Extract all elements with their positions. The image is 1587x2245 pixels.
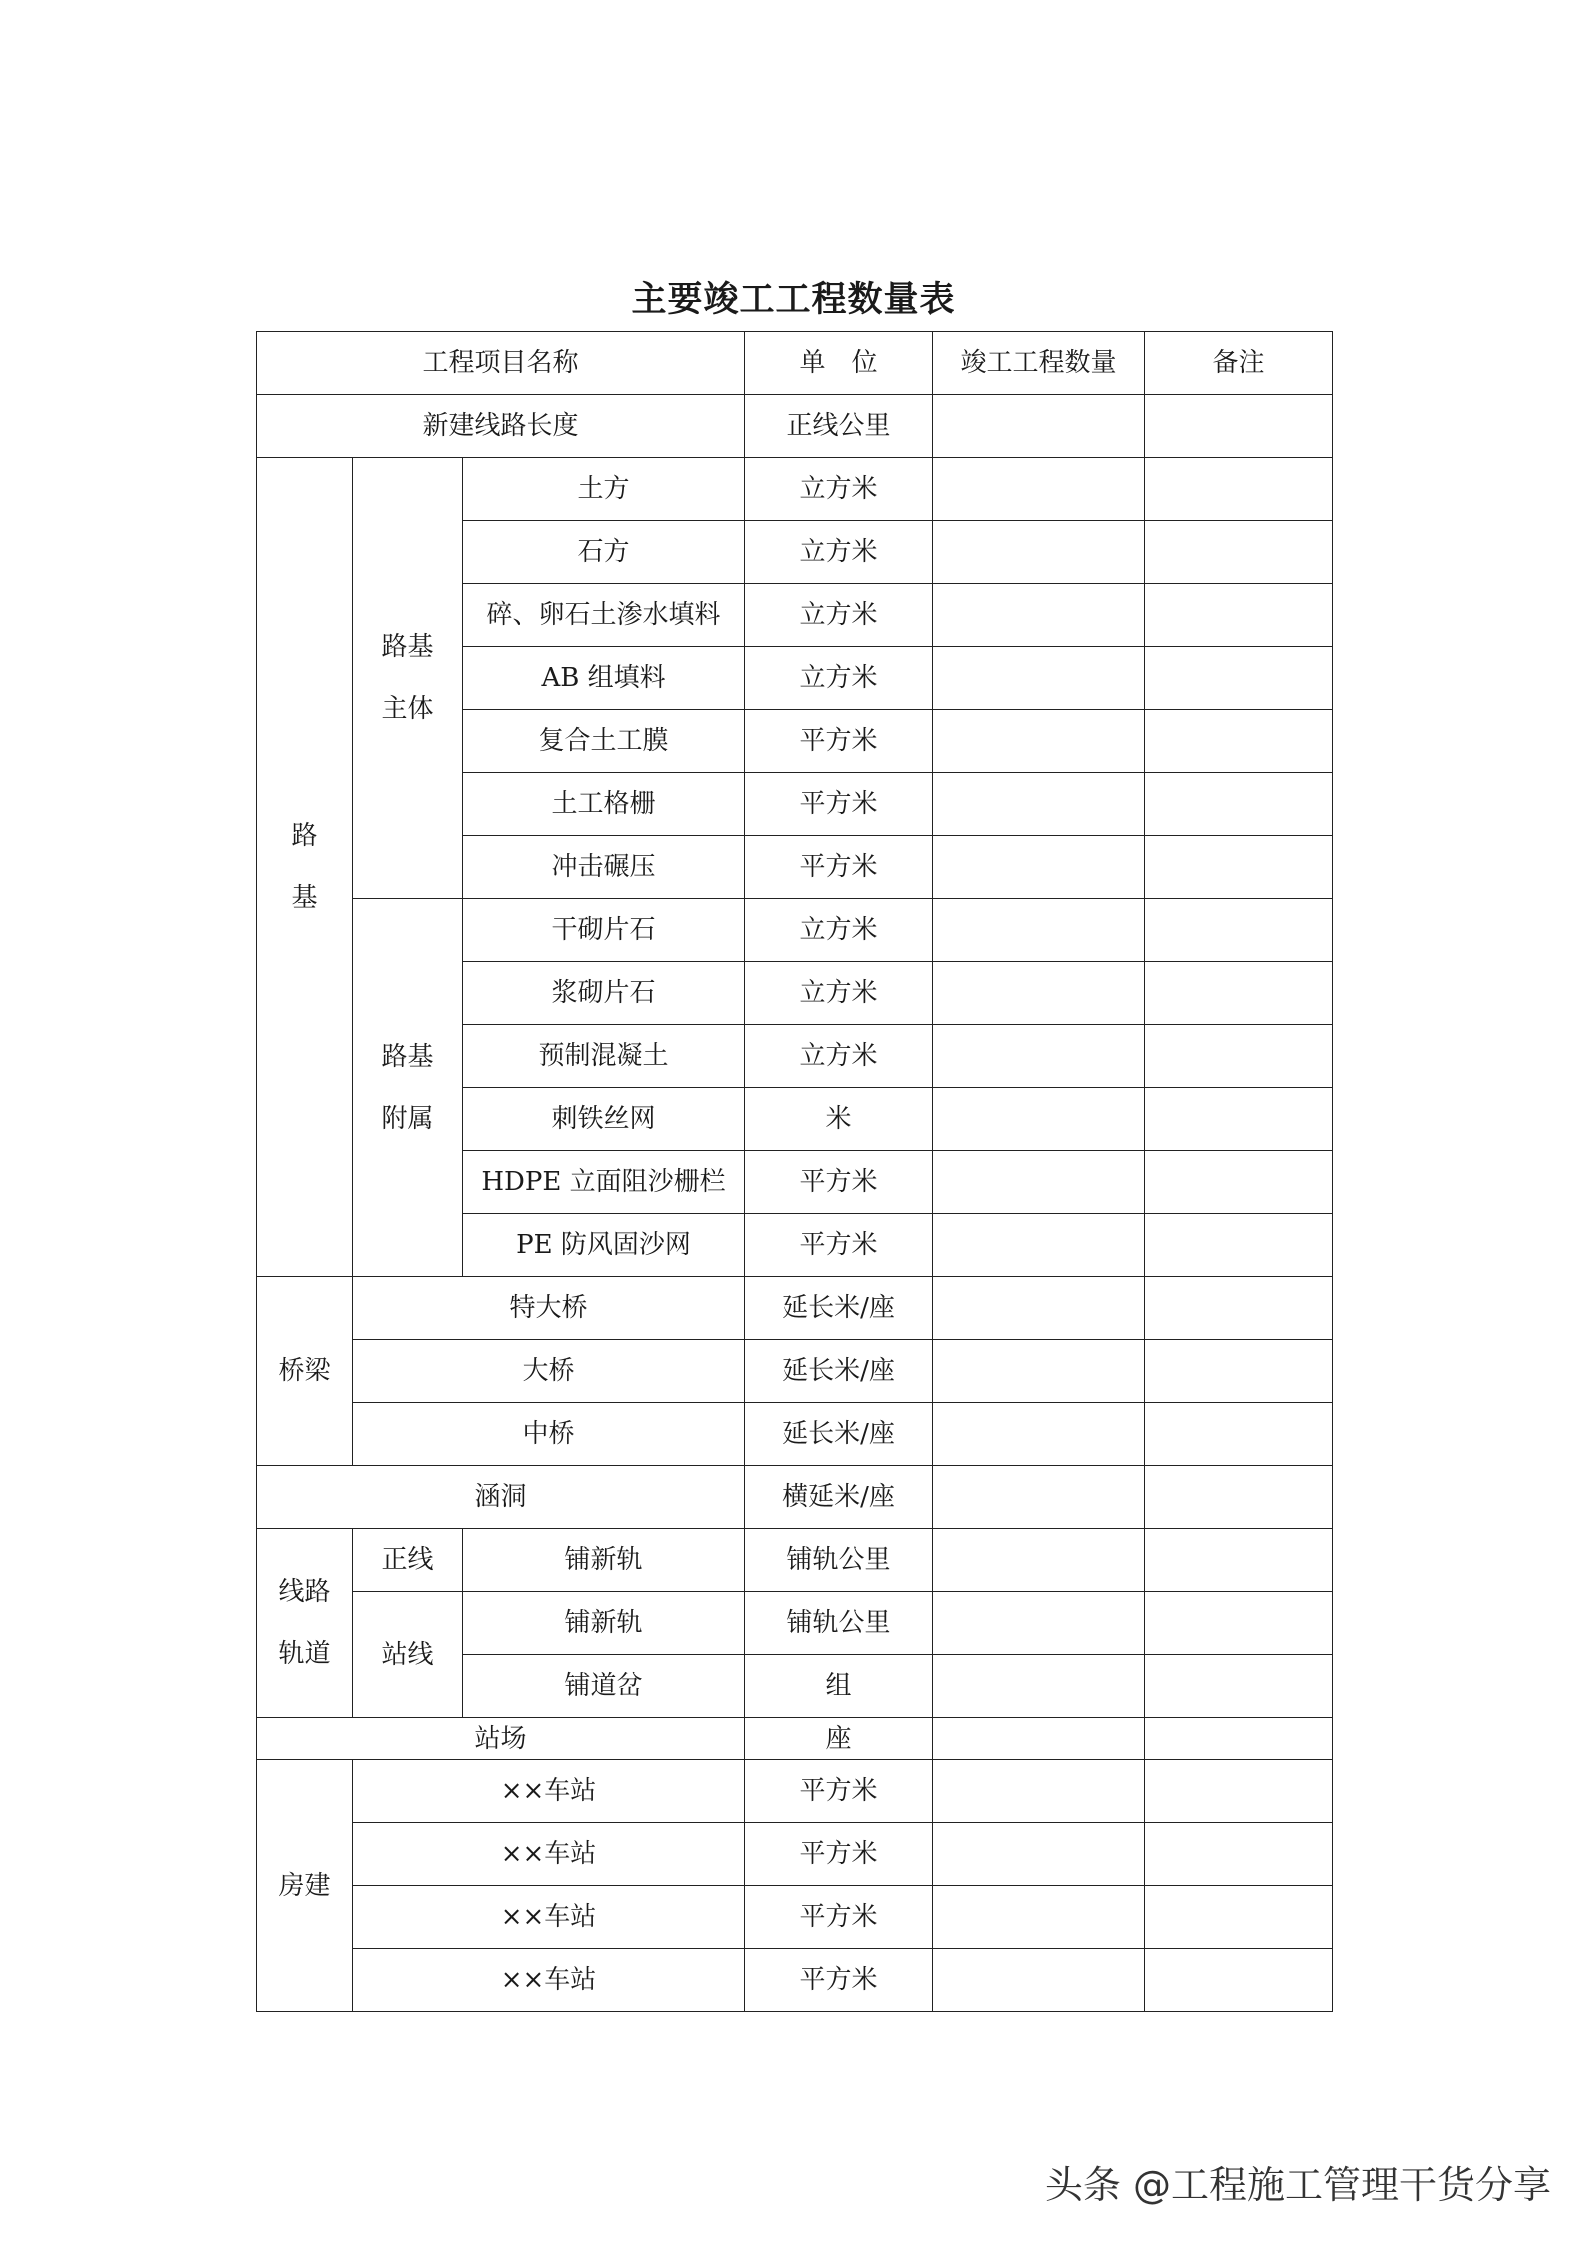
- qty-cell: [933, 1088, 1145, 1151]
- item-name: PE 防风固沙网: [463, 1214, 745, 1277]
- item-name: 铺新轨: [463, 1529, 745, 1592]
- note-cell: [1145, 1529, 1333, 1592]
- item-unit: 立方米: [745, 521, 933, 584]
- group-label-line: 基: [291, 883, 318, 913]
- item-name: 涵洞: [257, 1466, 745, 1529]
- note-cell: [1145, 710, 1333, 773]
- item-name: ××车站: [353, 1760, 745, 1823]
- subgroup-label-line: 路基: [381, 632, 434, 662]
- item-unit: 立方米: [745, 962, 933, 1025]
- subgroup-label-attached: [353, 899, 463, 1277]
- item-name: 土工格栅: [463, 773, 745, 836]
- table-row: [257, 1718, 1333, 1760]
- group-label-bridge: 桥梁: [257, 1277, 353, 1466]
- note-cell: [1145, 836, 1333, 899]
- item-name: 冲击碾压: [463, 836, 745, 899]
- qty-cell: [933, 836, 1145, 899]
- note-cell: [1145, 521, 1333, 584]
- item-name: 复合土工膜: [463, 710, 745, 773]
- item-unit: 平方米: [745, 773, 933, 836]
- table-row: [257, 395, 1333, 458]
- item-name: 干砌片石: [463, 899, 745, 962]
- note-cell: [1145, 1823, 1333, 1886]
- qty-cell: [933, 1949, 1145, 2012]
- item-name: 碎、卵石土渗水填料: [463, 584, 745, 647]
- item-unit: 平方米: [745, 836, 933, 899]
- subgroup-label-main: [353, 458, 463, 899]
- qty-cell: [933, 1718, 1145, 1760]
- subgroup-label-line: 附属: [381, 1103, 434, 1134]
- group-label-line: 路: [291, 821, 318, 851]
- qty-cell: [933, 962, 1145, 1025]
- item-unit: 立方米: [745, 647, 933, 710]
- qty-cell: [933, 710, 1145, 773]
- note-cell: [1145, 1403, 1333, 1466]
- item-unit: 平方米: [745, 1886, 933, 1949]
- group-label-line: 轨道: [278, 1639, 331, 1669]
- qty-cell: [933, 584, 1145, 647]
- item-unit: 米: [745, 1088, 933, 1151]
- item-unit: 正线公里: [745, 395, 933, 458]
- item-name: AB 组填料: [463, 647, 745, 710]
- page-title: 主要竣工工程数量表: [631, 280, 956, 320]
- item-unit: 延长米/座: [745, 1340, 933, 1403]
- qty-cell: [933, 1592, 1145, 1655]
- note-cell: [1145, 1025, 1333, 1088]
- note-cell: [1145, 647, 1333, 710]
- item-name: 特大桥: [353, 1277, 745, 1340]
- header-row: [257, 332, 1333, 395]
- table-row: [257, 1949, 1333, 2012]
- item-name: 预制混凝土: [463, 1025, 745, 1088]
- subgroup-label-station-line: 站线: [353, 1592, 463, 1718]
- item-unit: 立方米: [745, 584, 933, 647]
- qty-cell: [933, 1340, 1145, 1403]
- item-unit: 平方米: [745, 1949, 933, 2012]
- item-unit: 立方米: [745, 1025, 933, 1088]
- note-cell: [1145, 458, 1333, 521]
- watermark: 头条 @工程施工管理干货分享: [1044, 2163, 1551, 2207]
- item-unit: 铺轨公里: [745, 1529, 933, 1592]
- table-row: [257, 458, 1333, 521]
- item-unit: 延长米/座: [745, 1277, 933, 1340]
- qty-cell: [933, 1529, 1145, 1592]
- note-cell: [1145, 1277, 1333, 1340]
- note-cell: [1145, 962, 1333, 1025]
- qty-cell: [933, 1760, 1145, 1823]
- item-unit: 座: [745, 1718, 933, 1760]
- item-name: 铺新轨: [463, 1592, 745, 1655]
- group-label-track: [257, 1529, 353, 1718]
- note-cell: [1145, 1886, 1333, 1949]
- qty-cell: [933, 1403, 1145, 1466]
- note-cell: [1145, 773, 1333, 836]
- table-row: [257, 1592, 1333, 1655]
- qty-cell: [933, 1277, 1145, 1340]
- note-cell: [1145, 1466, 1333, 1529]
- table-row: [257, 1886, 1333, 1949]
- header-qty: 竣工工程数量: [933, 332, 1145, 395]
- item-unit: 组: [745, 1655, 933, 1718]
- item-unit: 横延米/座: [745, 1466, 933, 1529]
- note-cell: [1145, 1151, 1333, 1214]
- item-name: HDPE 立面阻沙栅栏: [463, 1151, 745, 1214]
- qty-cell: [933, 899, 1145, 962]
- note-cell: [1145, 1214, 1333, 1277]
- qty-cell: [933, 1214, 1145, 1277]
- item-unit: 平方米: [745, 1214, 933, 1277]
- qty-cell: [933, 458, 1145, 521]
- table-row: [257, 1277, 1333, 1340]
- table-row: [257, 1466, 1333, 1529]
- qty-cell: [933, 647, 1145, 710]
- qty-cell: [933, 1151, 1145, 1214]
- subgroup-label-line: 主体: [381, 694, 434, 724]
- qty-cell: [933, 1655, 1145, 1718]
- item-unit: 延长米/座: [745, 1403, 933, 1466]
- item-unit: 平方米: [745, 1151, 933, 1214]
- qty-cell: [933, 1025, 1145, 1088]
- item-name: 铺道岔: [463, 1655, 745, 1718]
- note-cell: [1145, 1088, 1333, 1151]
- item-unit: 立方米: [745, 458, 933, 521]
- note-cell: [1145, 395, 1333, 458]
- note-cell: [1145, 1718, 1333, 1760]
- group-label-line: 线路: [278, 1577, 331, 1607]
- item-unit: 平方米: [745, 1823, 933, 1886]
- item-name: 石方: [463, 521, 745, 584]
- item-unit: 平方米: [745, 710, 933, 773]
- qty-cell: [933, 1466, 1145, 1529]
- item-name: ××车站: [353, 1823, 745, 1886]
- table-row: [257, 1760, 1333, 1823]
- item-unit: 立方米: [745, 899, 933, 962]
- group-label-subgrade: [257, 458, 353, 1277]
- qty-cell: [933, 521, 1145, 584]
- note-cell: [1145, 899, 1333, 962]
- header-unit: 单 位: [745, 332, 933, 395]
- qty-cell: [933, 1886, 1145, 1949]
- item-name: 大桥: [353, 1340, 745, 1403]
- item-unit: 铺轨公里: [745, 1592, 933, 1655]
- item-name: 新建线路长度: [257, 395, 745, 458]
- group-label-building: 房建: [257, 1760, 353, 2012]
- quantity-table: [256, 331, 1333, 2012]
- note-cell: [1145, 1655, 1333, 1718]
- table-row: [257, 1340, 1333, 1403]
- subgroup-label-main-line: 正线: [353, 1529, 463, 1592]
- item-unit: 平方米: [745, 1760, 933, 1823]
- header-name: 工程项目名称: [257, 332, 745, 395]
- item-name: ××车站: [353, 1949, 745, 2012]
- note-cell: [1145, 1760, 1333, 1823]
- qty-cell: [933, 395, 1145, 458]
- item-name: 中桥: [353, 1403, 745, 1466]
- header-note: 备注: [1145, 332, 1333, 395]
- item-name: 浆砌片石: [463, 962, 745, 1025]
- item-name: 站场: [257, 1718, 745, 1760]
- table-row: [257, 1403, 1333, 1466]
- qty-cell: [933, 1823, 1145, 1886]
- note-cell: [1145, 584, 1333, 647]
- item-name: 土方: [463, 458, 745, 521]
- qty-cell: [933, 773, 1145, 836]
- subgroup-label-line: 路基: [381, 1041, 434, 1072]
- note-cell: [1145, 1592, 1333, 1655]
- item-name: ××车站: [353, 1886, 745, 1949]
- table-row: [257, 899, 1333, 962]
- table-row: [257, 1529, 1333, 1592]
- item-name: 刺铁丝网: [463, 1088, 745, 1151]
- note-cell: [1145, 1949, 1333, 2012]
- note-cell: [1145, 1340, 1333, 1403]
- table-row: [257, 1823, 1333, 1886]
